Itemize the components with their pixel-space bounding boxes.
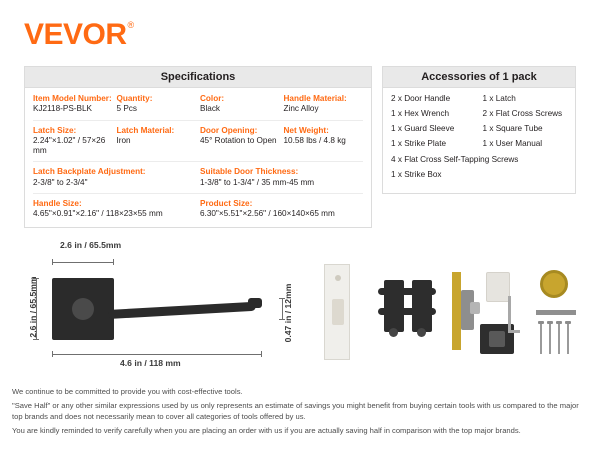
spec-label: Handle Size: <box>33 198 82 208</box>
spec-label: Door Opening: <box>200 125 258 135</box>
dimension-diagram <box>24 236 576 378</box>
spec-value: 6.30"×5.51"×2.56" / 160×140×65 mm <box>200 209 335 218</box>
spec-latch-backplate-adjustment <box>33 167 196 188</box>
spec-label: Color: <box>200 94 225 103</box>
handle-bar-art <box>378 288 436 295</box>
spec-net-weight <box>284 126 364 157</box>
strike-plate-small-art <box>486 272 510 302</box>
spec-value: KJ2118-PS-BLK <box>33 104 93 114</box>
handle-knob-art <box>389 328 398 337</box>
brand-name: VEVOR <box>24 18 127 51</box>
square-tube-art <box>536 310 576 315</box>
handle-bar-art <box>378 308 436 315</box>
dimension-tick <box>113 259 114 265</box>
accessories-panel <box>382 66 576 194</box>
spec-suitable-door-thickness <box>200 167 363 188</box>
door-handle-pair-art <box>376 268 438 356</box>
accessory-row <box>391 94 567 105</box>
dimension-bottom-label: 4.6 in / 118 mm <box>120 358 181 368</box>
accessories-body <box>383 88 575 193</box>
accessory-item: 1 x Strike Box <box>391 169 442 179</box>
accessory-item: 1 x User Manual <box>482 139 543 149</box>
spec-door-opening <box>200 126 280 157</box>
accessory-item: 1 x Latch <box>482 94 516 103</box>
dimension-line-bottom <box>52 354 262 355</box>
spec-item-model-number <box>33 94 113 115</box>
spec-value: 45° Rotation to Open <box>200 135 277 145</box>
spec-label: Suitable Door Thickness: <box>200 167 299 177</box>
spec-label: Latch Backplate Adjustment: <box>33 167 146 177</box>
spec-label: Quantity: <box>116 94 153 103</box>
spec-handle-size <box>33 199 196 220</box>
dimension-tick <box>52 259 53 265</box>
latch-bolt-art <box>470 302 480 314</box>
spec-label: Net Weight: <box>283 125 329 135</box>
dimension-line-top <box>52 262 114 263</box>
spec-value: 10.58 lbs / 4.8 kg <box>283 135 346 145</box>
footer-line: We continue to be committed to provide you with cost-effective tools. <box>12 387 243 396</box>
specifications-row-1 <box>33 94 363 115</box>
spec-color <box>200 94 280 115</box>
dimension-tick <box>261 351 262 357</box>
strike-plate-art <box>324 264 350 360</box>
accessory-item: 1 x Hex Wrench <box>391 109 450 119</box>
accessory-item: 2 x Door Handle <box>391 94 451 103</box>
accessory-item: 1 x Strike Plate <box>391 139 447 149</box>
spec-label: Handle Material: <box>283 94 347 103</box>
spec-value: Black <box>200 104 221 114</box>
spec-value: Iron <box>116 135 131 145</box>
spec-label: Latch Size: <box>33 125 77 135</box>
latch-body-art <box>452 272 474 350</box>
accessory-row <box>391 124 567 135</box>
hex-wrench-art <box>508 296 511 330</box>
handle-rosette-art <box>72 298 94 320</box>
divider <box>33 193 363 194</box>
divider <box>33 161 363 162</box>
spec-value: Zinc Alloy <box>283 104 319 114</box>
screw-art <box>558 324 560 354</box>
dimension-right-label: 0.47 in / 12mm <box>283 283 293 343</box>
screw-art <box>540 324 542 354</box>
handle-lever-art <box>108 302 256 319</box>
specifications-row-3 <box>33 167 363 188</box>
spec-value: 2-3/8" to 2-3/4" <box>33 177 88 187</box>
accessory-item: 1 x Square Tube <box>482 124 543 134</box>
accessory-row <box>391 170 567 181</box>
specifications-body <box>25 88 371 227</box>
screw-art <box>549 324 551 354</box>
handle-lever-tip-art <box>248 298 262 308</box>
spec-handle-material <box>284 94 364 115</box>
latch-faceplate-art <box>452 272 461 350</box>
spec-value: 2.24"×1.02" / 57×26 mm <box>33 135 106 155</box>
specifications-panel <box>24 66 372 228</box>
footer-line: "Save Half" or any other similar expressions used by us only represents an estimate of savings you might benefit from buying certain tools with us compared to the major top brands and does not necessarily mean to cover all categories of tools offered by us. <box>12 401 579 421</box>
screws-art <box>540 322 580 356</box>
spec-latch-size <box>33 126 113 157</box>
accessories-title: Accessories of 1 pack <box>383 67 575 88</box>
dimension-left-label: 2.6 in / 65.5mm <box>28 276 38 338</box>
specifications-row-2 <box>33 126 363 157</box>
accessory-item: 4 x Flat Cross Self-Tapping Screws <box>391 154 519 164</box>
accessory-row <box>391 139 567 150</box>
spec-quantity <box>117 94 197 115</box>
accessory-row <box>391 155 567 166</box>
spec-label: Product Size: <box>200 198 253 208</box>
spec-label: Latch Material: <box>116 125 175 135</box>
specifications-title: Specifications <box>25 67 371 88</box>
spec-value: 5 Pcs <box>116 104 137 114</box>
handle-knob-art <box>417 328 426 337</box>
dimension-tick <box>52 351 53 357</box>
spec-value: 1-3/8" to 1-3/4" / 35 mm-45 mm <box>200 177 315 187</box>
divider <box>33 120 363 121</box>
accessory-item: 1 x Guard Sleeve <box>391 124 455 134</box>
spec-label: Item Model Number: <box>33 94 112 103</box>
accessory-row <box>391 109 567 120</box>
specifications-row-4 <box>33 199 363 220</box>
registered-trademark-icon: ® <box>127 20 135 30</box>
accessory-item: 2 x Flat Cross Screws <box>482 109 563 119</box>
footer-disclaimer <box>12 386 590 439</box>
spec-product-size <box>200 199 363 220</box>
dimension-top-label: 2.6 in / 65.5mm <box>60 240 122 250</box>
guard-sleeve-art <box>540 270 568 298</box>
spec-value: 4.65"×0.91"×2.16" / 118×23×55 mm <box>33 209 163 218</box>
spec-latch-material <box>117 126 197 157</box>
screw-art <box>567 324 569 354</box>
footer-line: You are kindly reminded to verify carefully when you are placing an order with us if you are actually saving half in comparison with the top major brands. <box>12 426 521 435</box>
brand-logo <box>24 20 134 50</box>
